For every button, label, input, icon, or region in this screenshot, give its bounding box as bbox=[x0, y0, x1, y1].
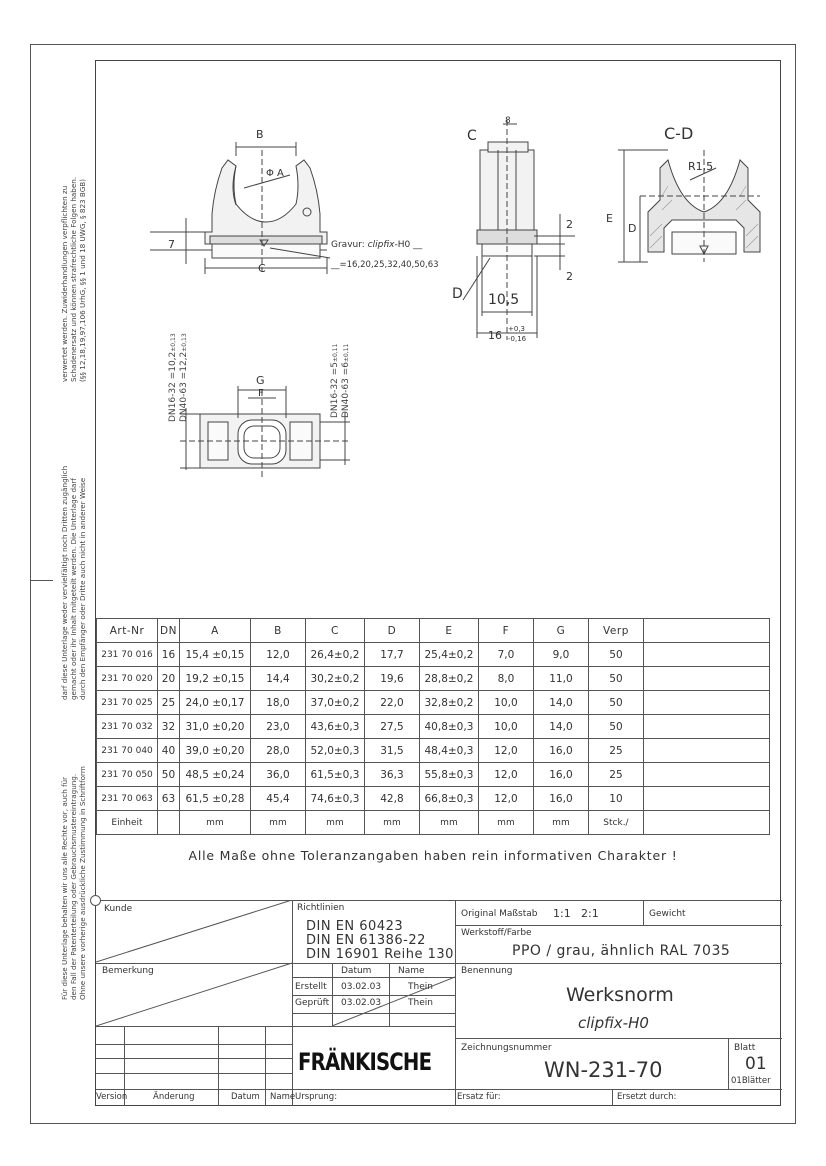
table-unit-row: Einheit mm mm mm mm mm mm mm Stck./ bbox=[97, 811, 770, 835]
table-row: 231 70 020 20 19,2 ±0,15 14,4 30,2±0,2 19,6 28,8±0,2 8,0 11,0 50 bbox=[97, 667, 770, 691]
blatter-label: 01Blätter bbox=[731, 1076, 771, 1086]
gewicht-label: Gewicht bbox=[649, 909, 686, 919]
blatt-number: 01 bbox=[745, 1054, 767, 1074]
datum-footer-label: Datum bbox=[231, 1092, 260, 1102]
front-view bbox=[150, 142, 330, 274]
header-f: F bbox=[478, 619, 533, 643]
side-tol-down: -0,16 bbox=[508, 335, 527, 343]
erstellt-name: Thein bbox=[408, 982, 433, 992]
kunde-label: Kunde bbox=[104, 904, 133, 914]
dim-7: 7 bbox=[168, 238, 175, 251]
side-label-C: C bbox=[467, 128, 477, 144]
table-row: 231 70 063 63 61,5 ±0,28 45,4 74,6±0,3 42,8 66,8±0,3 12,0 16,0 10 bbox=[97, 787, 770, 811]
header-e: E bbox=[419, 619, 478, 643]
table-row: 231 70 025 25 24,0 ±0,17 18,0 37,0±0,2 22,0 32,8±0,2 10,0 14,0 50 bbox=[97, 691, 770, 715]
side-tol-up: +0,3 bbox=[508, 325, 525, 333]
side-dim-2b: 2 bbox=[566, 270, 573, 283]
geprueft-name: Thein bbox=[408, 998, 433, 1008]
benennung-subtitle: clipfix-H0 bbox=[578, 1014, 649, 1032]
table-header-row bbox=[97, 619, 770, 643]
side-dim-16: 16 bbox=[488, 329, 502, 342]
section-dim-E: E bbox=[606, 212, 613, 225]
section-dim-D: D bbox=[628, 222, 637, 235]
zeichnungsnummer-value: WN-231-70 bbox=[544, 1058, 663, 1082]
werkstoff-value: PPO / grau, ähnlich RAL 7035 bbox=[512, 943, 731, 959]
side-label-D: D bbox=[452, 286, 463, 302]
section-radius: R1,5 bbox=[688, 160, 714, 173]
engraving-sizes: __=16,20,25,32,40,50,63 bbox=[331, 260, 439, 270]
blatt-label: Blatt bbox=[734, 1043, 756, 1053]
richtlinien-label: Richtlinien bbox=[297, 903, 345, 913]
section-title: C-D bbox=[664, 124, 694, 143]
geprueft-label: Geprüft bbox=[295, 998, 330, 1008]
name-header: Name bbox=[398, 966, 425, 976]
margin-note-2: darf diese Unterlage weder vervielfältigt noch Dritten zugänglich gemacht oder ihr Inhalt mitgeteilt werden. Die Unterlage darf durch den Empfänger oder Dritte auch nicht in anderer Weise bbox=[60, 465, 87, 700]
ersatz-fuer-label: Ersatz für: bbox=[457, 1092, 501, 1102]
table-row: 231 70 050 50 48,5 ±0,24 36,0 61,5±0,3 36,3 55,8±0,3 12,0 16,0 25 bbox=[97, 763, 770, 787]
zeichnungsnummer-label: Zeichnungsnummer bbox=[461, 1043, 552, 1053]
erstellt-label: Erstellt bbox=[295, 982, 327, 992]
table-row: 231 70 032 32 31,0 ±0,20 23,0 43,6±0,3 27,5 40,8±0,3 10,0 14,0 50 bbox=[97, 715, 770, 739]
margin-note-1: verwertet werden. Zuwiderhandlungen verpflichten zu Schadenersatz und können strafrechtliche Folgen haben. (§§ 12,18,19,97,106 UrhG, §§ 1 und 18 UWG, § 823 BGB) bbox=[60, 176, 87, 382]
header-d: D bbox=[364, 619, 419, 643]
benennung-label: Benennung bbox=[461, 966, 513, 976]
richtlinien-list: DIN EN 60423 DIN EN 61386-22 DIN 16901 Reihe 130 bbox=[306, 919, 454, 962]
datum-header: Datum bbox=[341, 966, 372, 976]
version-label: Version bbox=[96, 1092, 128, 1102]
erstellt-date: 03.02.03 bbox=[341, 982, 382, 992]
ursprung-label: Ursprung: bbox=[295, 1092, 338, 1102]
plan-view bbox=[180, 386, 350, 480]
bemerkung-label: Bemerkung bbox=[102, 966, 154, 976]
header-c: C bbox=[305, 619, 364, 643]
header-dn: DN bbox=[158, 619, 180, 643]
aenderung-label: Änderung bbox=[153, 1092, 195, 1102]
plan-dim-G: G bbox=[256, 374, 265, 387]
plan-dn-a: DN16-32 =10,2±0,13 DN40-63 =12,2±0,13 bbox=[168, 333, 189, 422]
header-art-nr: Art-Nr bbox=[97, 619, 158, 643]
name-footer-label: Name bbox=[270, 1092, 296, 1102]
dim-B: B bbox=[256, 128, 264, 141]
header-empty bbox=[643, 619, 769, 643]
ersetzt-durch-label: Ersetzt durch: bbox=[617, 1092, 677, 1102]
dimension-table bbox=[96, 618, 770, 835]
side-dim-8: 8 bbox=[505, 116, 511, 126]
original-label: Original Maßstab bbox=[461, 909, 538, 919]
side-dim-2a: 2 bbox=[566, 218, 573, 231]
plan-dn-b: DN16-32 =5±0,11 DN40-63 =6±0,11 bbox=[330, 343, 351, 418]
scale-1: 1:1 bbox=[553, 907, 571, 920]
scale-2: 2:1 bbox=[581, 907, 599, 920]
dim-phiA: Φ A bbox=[266, 168, 284, 179]
engraving-label: Gravur: clipfix-H0 __ bbox=[331, 240, 423, 250]
margin-note-3: Für diese Unterlage behalten wir uns alle Rechte vor, auch für den Fall der Patenterteilung oder Gebrauchsmustereintragung. Ohne unsere vorherige ausdrückliche Zustimmung in Schriftform bbox=[60, 766, 87, 1000]
benennung-title: Werksnorm bbox=[566, 984, 674, 1006]
geprueft-date: 03.02.03 bbox=[341, 998, 382, 1008]
plan-dim-F: F bbox=[258, 388, 264, 399]
sheet-marker-circle bbox=[90, 895, 101, 906]
header-g: G bbox=[533, 619, 588, 643]
header-b: B bbox=[250, 619, 305, 643]
werkstoff-label: Werkstoff/Farbe bbox=[461, 928, 532, 938]
header-a: A bbox=[179, 619, 250, 643]
table-row: 231 70 016 16 15,4 ±0,15 12,0 26,4±0,2 17,7 25,4±0,2 7,0 9,0 50 bbox=[97, 643, 770, 667]
side-dim-10-5: 10,5 bbox=[488, 292, 520, 308]
company-logo: FRÄNKISCHE bbox=[298, 1048, 432, 1076]
header-verp: Verp bbox=[588, 619, 643, 643]
table-row: 231 70 040 40 39,0 ±0,20 28,0 52,0±0,3 31,5 48,4±0,3 12,0 16,0 25 bbox=[97, 739, 770, 763]
tolerance-note: Alle Maße ohne Toleranzangaben haben rein informativen Charakter ! bbox=[188, 848, 678, 863]
dim-C: C bbox=[258, 262, 266, 275]
